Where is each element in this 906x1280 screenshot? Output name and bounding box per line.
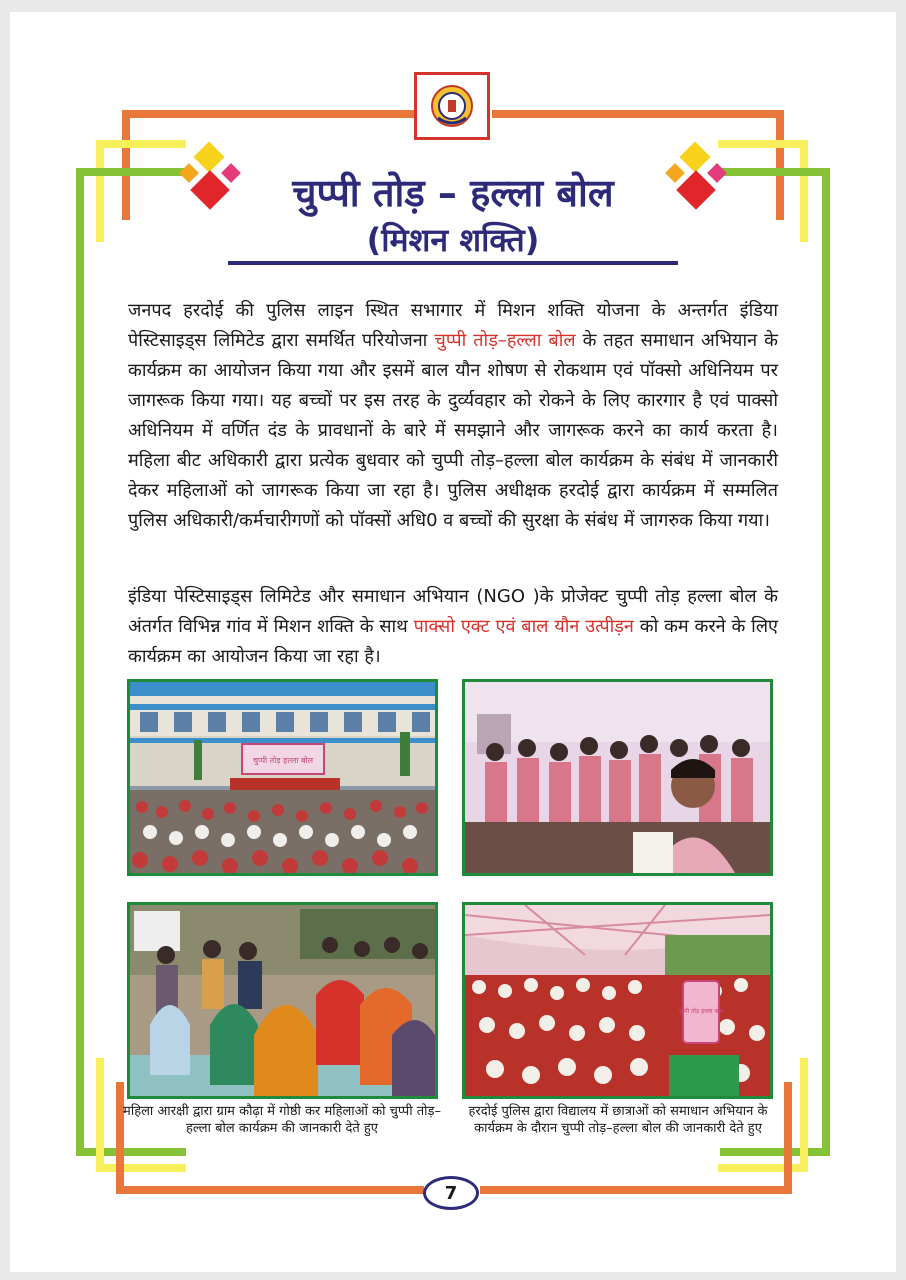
paragraph-text: के तहत समाधान अभियान के कार्यक्रम का आयोजन किया गया और इसमें बाल यौन शोषण से रोकथाम एवं पॉक्सो अधिनियम पर जागरूक किया गया। यह बच्चों पर इस तरह के दुर्व्यवहार को रोकने के लिए कारगार है एवं पाक्सो अधिनियम में वर्णित दंड के प्रावधानों के बारे में समझाने और जागरूक करने का कार्य करता है। महिला बीट अधिकारी द्वारा प्रत्येक बुधवार को चुप्पी तोड़–हल्ला बोल कार्यक्रम के संबंध में जानकारी देकर महिलाओं को जागरूक किया जा रहा है। पुलिस अधीक्षक हरदोई द्वारा कार्यक्रम में सम्मलित पुलिस अधिकारी/कर्मचारीगणों को पॉक्सों अधि0 व बच्चों की सुरक्षा के संबंध में जागरुक किया गया। <box>128 330 778 531</box>
photo-school-gathering <box>127 679 438 876</box>
photo-classroom-students <box>462 679 773 876</box>
caption-right: हरदोई पुलिस द्वारा विद्यालय में छात्राओं को समाधान अभियान के कार्यक्रम के दौरान चुप्पी तोड़–हल्ला बोल की जानकारी देते हुए <box>468 1104 768 1136</box>
page-number: 7 <box>423 1176 479 1210</box>
paragraph-text: जनपद हरदोई की पुलिस लाइन स्थित सभागार में मिशन शक्ति योजना के अन्तर्गत इंडिया पेस्टिसाइड्स लिमिटेड द्वारा समर्थित परियोजना <box>128 300 778 351</box>
paragraph-text: इंडिया पेस्टिसाइड्स लिमिटेड और समाधान अभियान (NGO )के प्रोजेक्ट चुप्पी तोड़ हल्ला बोल के अंतर्गत विभिन्न गांव में मिशन शक्ति के साथ <box>128 586 778 637</box>
police-emblem-icon <box>414 72 490 140</box>
page-subtitle: (मिशन शक्ति) <box>366 221 540 259</box>
photo-tent-gathering <box>462 902 773 1099</box>
paragraph-text: को कम करने के लिए कार्यक्रम का आयोजन किया जा रहा है। <box>128 616 778 667</box>
title-underline <box>228 261 678 265</box>
banner-text: चुप्पी तोड़ हल्ला बोल <box>252 756 314 765</box>
photo-village-meeting <box>127 902 438 1099</box>
highlight-text: पाक्सो एक्ट एवं बाल यौन उत्पीड़न <box>413 616 634 637</box>
highlight-text: चुप्पी तोड़–हल्ला बोल <box>434 330 576 351</box>
body-paragraph-1 <box>128 296 778 536</box>
page-title: चुप्पी तोड़ – हल्ला बोल <box>292 171 614 215</box>
standee-text: चुप्पी तोड़ हल्ला बोल <box>678 1008 724 1015</box>
caption-left: महिला आरक्षी द्वारा ग्राम कौढ़ा में गोष्ठी कर महिलाओं को चुप्पी तोड़–हल्ला बोल कार्यक्रम की जानकारी देते हुए <box>123 1104 441 1136</box>
body-paragraph-2 <box>128 582 778 672</box>
